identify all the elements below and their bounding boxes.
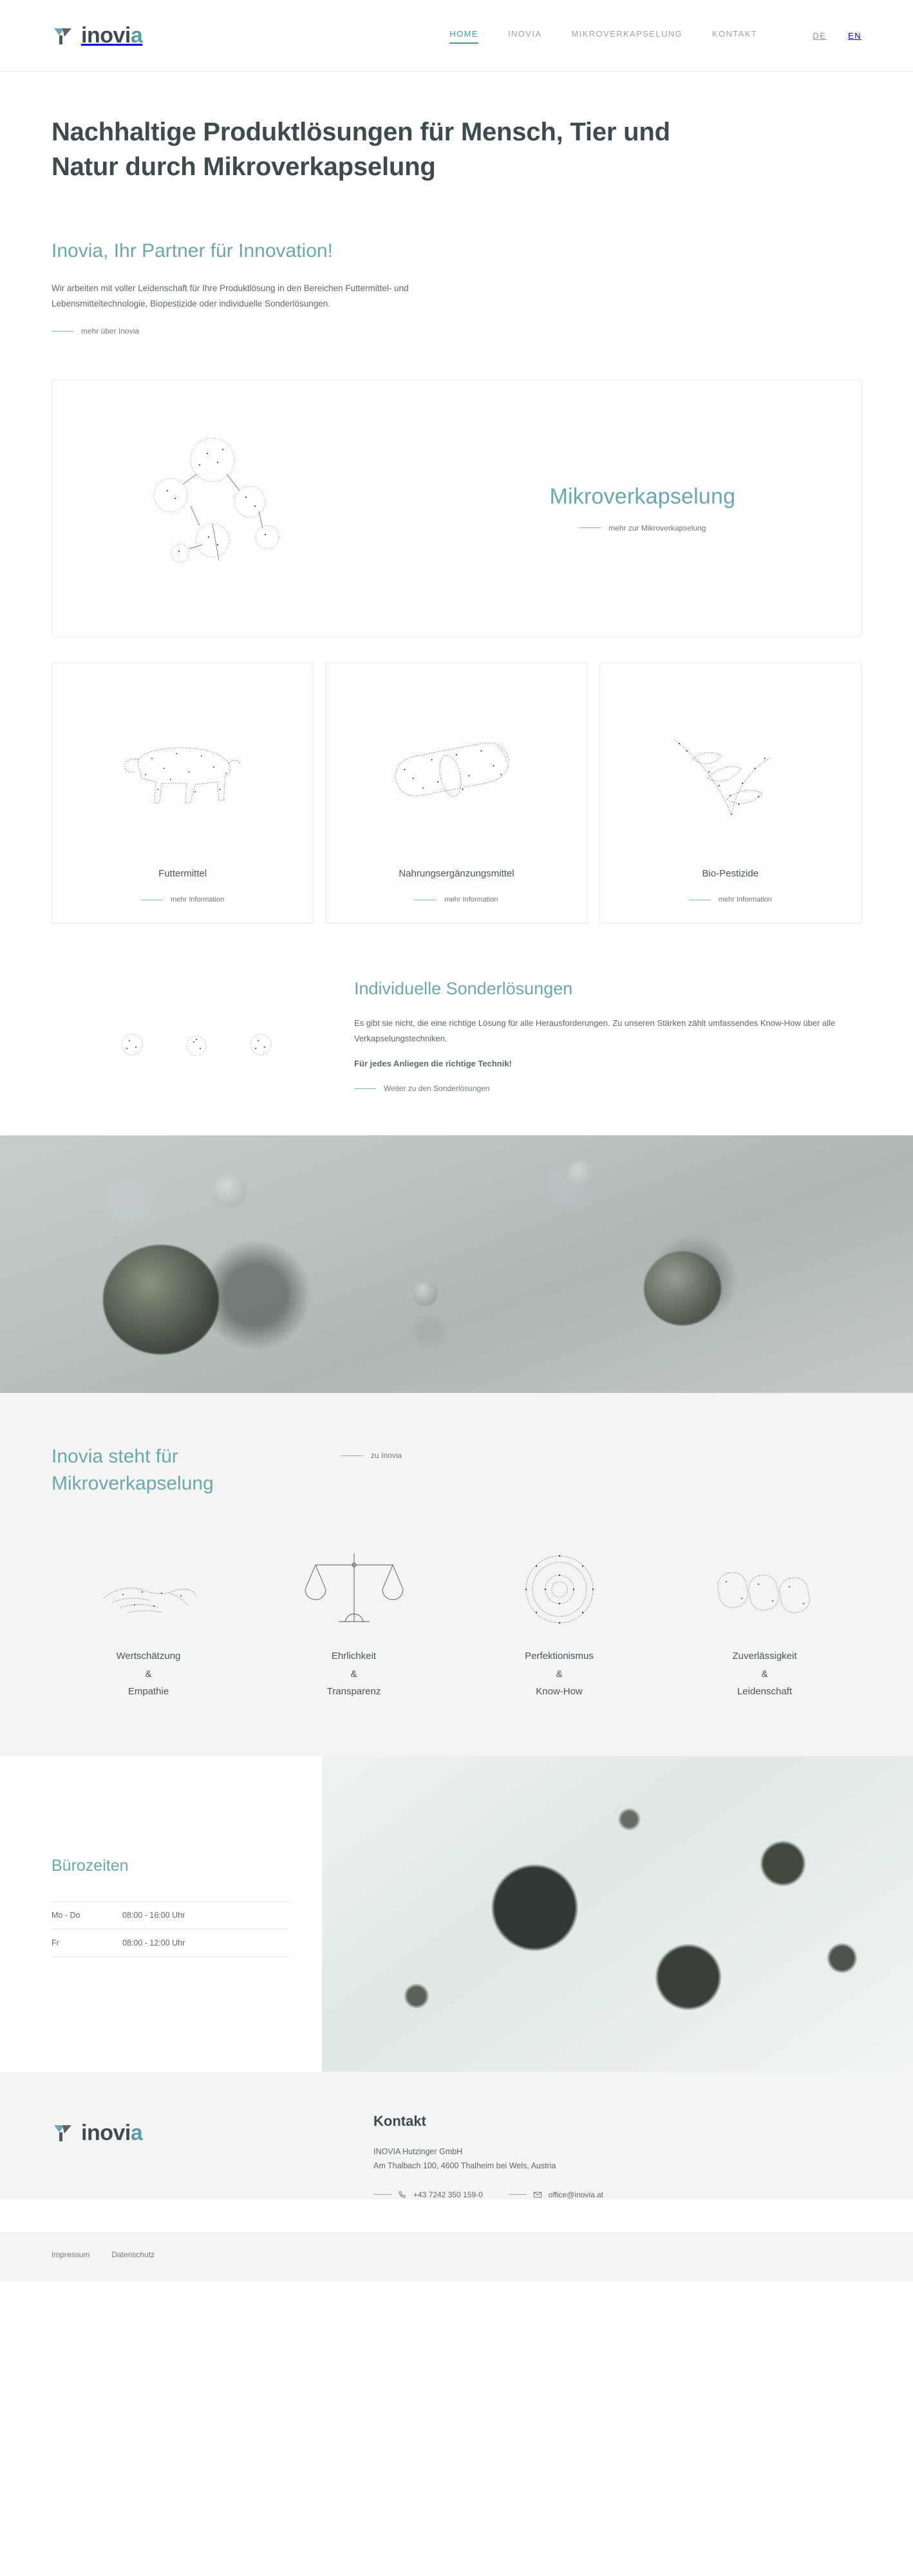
value-line3: Transparenz	[326, 1686, 381, 1698]
product-cards	[52, 663, 861, 923]
value-zuverlaessigkeit	[668, 1534, 861, 1701]
molecule-illustration	[52, 434, 424, 582]
special-solutions-paragraph: Es gibt sie nicht, die eine richtige Lösung für alle Herausforderungen. Zu unseren Stärken zählt umfassendes Know-How über alle Verkapselungstechniken.	[354, 1018, 836, 1043]
special-solutions-heading: Individuelle Sonderlösungen	[354, 979, 573, 999]
office-hours	[0, 1756, 322, 2072]
hero-section	[0, 72, 913, 191]
value-ehrlichkeit	[257, 1534, 451, 1701]
product-card-title: Nahrungsergänzungsmittel	[399, 868, 514, 880]
table-row	[52, 1902, 290, 1929]
footer-logo[interactable]	[52, 2113, 335, 2199]
table-row	[52, 1929, 290, 1957]
value-wertschaetzung	[52, 1534, 245, 1701]
footer-link-datenschutz[interactable]: Datenschutz	[111, 2249, 155, 2259]
special-solutions-link-label: Weiter zu den Sonderlösungen	[384, 1084, 490, 1094]
intro-section	[0, 191, 913, 336]
product-card-futtermittel[interactable]	[52, 663, 314, 923]
microscopy-side-image	[322, 1756, 913, 2072]
value-line2: &	[145, 1668, 152, 1680]
plant-illustration	[600, 685, 861, 868]
product-card-link[interactable]	[689, 896, 772, 904]
intro-paragraph: Wir arbeiten mit voller Leidenschaft für Ihre Produktlösung in den Bereichen Futtermittel- und Lebensmitteltechnologie, Biopestizide oder individuelle Sonderlösungen.	[52, 283, 409, 308]
product-card-link-label: mehr Information	[718, 896, 772, 904]
values-grid	[52, 1534, 861, 1701]
value-line1: Zuverlässigkeit	[732, 1650, 797, 1662]
intro-heading: Inovia, Ihr Partner für Innovation!	[52, 240, 333, 261]
value-line2: &	[761, 1668, 768, 1680]
product-card-link[interactable]	[141, 896, 224, 904]
chain-icon	[713, 1534, 816, 1631]
value-label	[117, 1647, 181, 1701]
phone-icon	[398, 2190, 407, 2199]
language-switcher	[813, 31, 861, 41]
special-solutions-tagline: Für jedes Anliegen die richtige Technik!	[354, 1059, 512, 1069]
value-line3: Leidenschaft	[737, 1686, 793, 1698]
arrow-icon	[341, 1455, 363, 1456]
values-section	[0, 1393, 913, 1756]
value-line2: &	[556, 1668, 563, 1680]
nav-item-kontakt[interactable]: KONTAKT	[712, 29, 758, 39]
hours-time: 08:00 - 16:00 Uhr	[122, 1902, 290, 1929]
phone-link[interactable]	[373, 2190, 483, 2199]
product-card-link-label: mehr Information	[444, 896, 498, 904]
lang-en[interactable]: EN	[848, 31, 861, 41]
arrow-icon	[52, 331, 73, 332]
footer-company: INOVIA Hutzinger GmbH	[373, 2147, 463, 2157]
value-label	[327, 1647, 381, 1701]
logo-icon	[52, 23, 79, 50]
microscopy-banner-image	[0, 1135, 913, 1393]
lang-de[interactable]: DE	[813, 31, 827, 41]
office-hours-heading: Bürozeiten	[52, 1857, 129, 1875]
product-card-link[interactable]	[415, 896, 498, 904]
arrow-icon	[373, 2194, 391, 2195]
nav-item-home[interactable]: HOME	[449, 29, 478, 43]
site-header	[0, 0, 913, 72]
scales-icon	[303, 1534, 406, 1631]
intro-link[interactable]	[52, 327, 139, 336]
product-card-bio-pestizide[interactable]	[599, 663, 861, 923]
value-line1: Perfektionismus	[525, 1650, 594, 1662]
arrow-icon	[354, 1088, 376, 1089]
intro-link-label: mehr über Inovia	[81, 327, 140, 336]
footer-logo-text-main: inovi	[81, 2120, 131, 2145]
footer-contact	[373, 2113, 603, 2199]
microencapsulation-content	[424, 484, 861, 533]
value-label	[525, 1647, 594, 1701]
logo-text-main: inovi	[81, 23, 131, 48]
value-line3: Know-How	[536, 1686, 583, 1698]
special-solutions-content	[354, 974, 861, 1093]
main-nav	[449, 29, 861, 43]
hours-day: Mo - Do	[52, 1902, 122, 1929]
hours-time: 08:00 - 12:00 Uhr	[122, 1929, 290, 1957]
particles-illustration	[52, 974, 354, 1070]
values-link[interactable]	[341, 1451, 402, 1460]
value-line1: Wertschätzung	[116, 1650, 181, 1662]
value-line2: &	[350, 1668, 357, 1680]
office-hours-table	[52, 1901, 290, 1957]
mail-icon	[533, 2190, 542, 2199]
handshake-icon	[97, 1534, 200, 1631]
footer-link-impressum[interactable]: Impressum	[52, 2249, 90, 2259]
product-card-title: Bio-Pestizide	[702, 868, 759, 880]
product-card-link-label: mehr Information	[171, 896, 225, 904]
values-heading: Inovia steht für Mikroverkapselung	[52, 1446, 214, 1494]
footer-logo-text-accent: a	[130, 2120, 143, 2145]
cow-illustration	[52, 685, 313, 868]
value-line3: Empathie	[127, 1686, 169, 1698]
values-link-label: zu Inovia	[371, 1451, 402, 1461]
microencapsulation-link[interactable]	[579, 524, 706, 533]
office-hours-section	[0, 1756, 913, 2072]
logo-text	[81, 23, 142, 48]
email-link[interactable]	[509, 2190, 603, 2199]
footer-contact-row	[373, 2190, 603, 2199]
email-address: office@inovia.at	[548, 2190, 604, 2199]
microencapsulation-title: Mikroverkapselung	[549, 484, 736, 509]
values-header	[52, 1443, 861, 1497]
logo[interactable]	[52, 23, 142, 50]
special-solutions-link[interactable]	[354, 1084, 490, 1093]
arrow-icon	[579, 527, 601, 528]
value-line1: Ehrlichkeit	[331, 1650, 377, 1662]
value-label	[732, 1647, 796, 1701]
product-card-title: Futtermittel	[158, 868, 207, 880]
product-card-nahrungsergaenzungsmittel[interactable]	[325, 663, 587, 923]
page-title: Nachhaltige Produktlösungen für Mensch, Tier und Natur durch Mikroverkapselung	[52, 118, 670, 182]
site-footer	[0, 2072, 913, 2199]
footer-legal-bar	[0, 2233, 913, 2281]
microencapsulation-card[interactable]	[52, 379, 861, 637]
phone-number: +43 7242 350 159-0	[413, 2190, 483, 2199]
microencapsulation-link-label: mehr zur Mikroverkapselung	[608, 523, 706, 533]
footer-address: Am Thalbach 100, 4600 Thalheim bei Wels, Austria	[373, 2161, 556, 2171]
capsule-illustration	[326, 685, 587, 868]
gear-icon	[514, 1534, 605, 1631]
logo-text-accent: a	[130, 23, 143, 48]
arrow-icon	[509, 2194, 527, 2195]
special-solutions-section	[52, 974, 861, 1093]
value-perfektionismus	[462, 1534, 656, 1701]
nav-item-mikroverkapselung[interactable]: MIKROVERKAPSELUNG	[571, 29, 683, 39]
footer-logo-text	[81, 2121, 142, 2146]
logo-icon	[52, 2119, 79, 2146]
nav-item-inovia[interactable]: INOVIA	[507, 29, 542, 39]
hours-day: Fr	[52, 1929, 122, 1957]
footer-contact-title: Kontakt	[373, 2113, 426, 2130]
